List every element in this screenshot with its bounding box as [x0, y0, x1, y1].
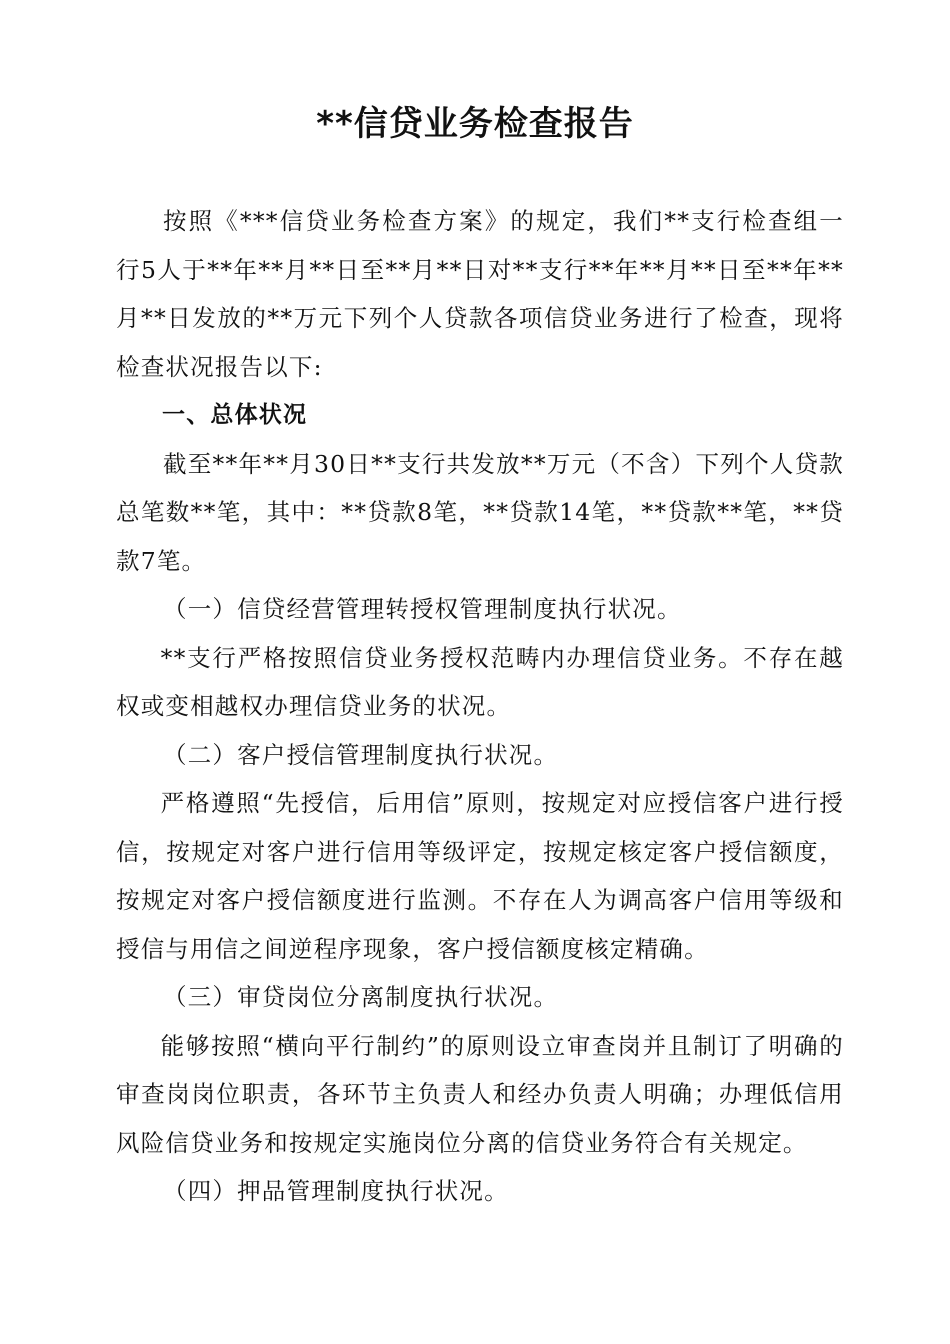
document-body: [116, 197, 844, 1216]
intro-paragraph: 按照《***信贷业务检查方案》的规定，我们**支行检查组一行5人于**年**月**日至**月**日对**支行**年**月**日至**年**月**日发放的**万元下列个人贷款各项信贷业务进行了检查，现将检查状况报告以下:: [116, 207, 844, 381]
subheading-3: （三）审贷岗位分离制度执行状况。: [163, 983, 559, 1011]
document-title: **信贷业务检查报告: [316, 104, 634, 144]
section-heading-overall: 一、总体状况: [162, 402, 308, 428]
overall-paragraph: 截至**年**月30日**支行共发放**万元（不含）下列个人贷款总笔数**笔，其中：**贷款8笔，**贷款14笔，**贷款**笔，**贷款7笔。: [116, 449, 844, 575]
paragraph-1: **支行严格按照信贷业务授权范畴内办理信贷业务。不存在越权或变相越权办理信贷业务的状况。: [116, 643, 844, 720]
paragraph-3: 能够按照“横向平行制约”的原则设立审查岗并且制订了明确的审查岗岗位职责，各环节主负责人和经办负责人明确；办理低信用风险信贷业务和按规定实施岗位分离的信贷业务符合有关规定。: [116, 1031, 844, 1157]
paragraph-2: 严格遵照“先授信，后用信”原则，按规定对应授信客户进行授信，按规定对客户进行信用等级评定，按规定核定客户授信额度，按规定对客户授信额度进行监测。不存在人为调高客户信用等级和授信与用信之间逆程序现象，客户授信额度核定精确。: [116, 789, 844, 963]
subheading-1: （一）信贷经营管理转授权管理制度执行状况。: [163, 595, 682, 623]
subheading-4: （四）押品管理制度执行状况。: [163, 1177, 509, 1205]
subheading-2: （二）客户授信管理制度执行状况。: [163, 740, 559, 769]
